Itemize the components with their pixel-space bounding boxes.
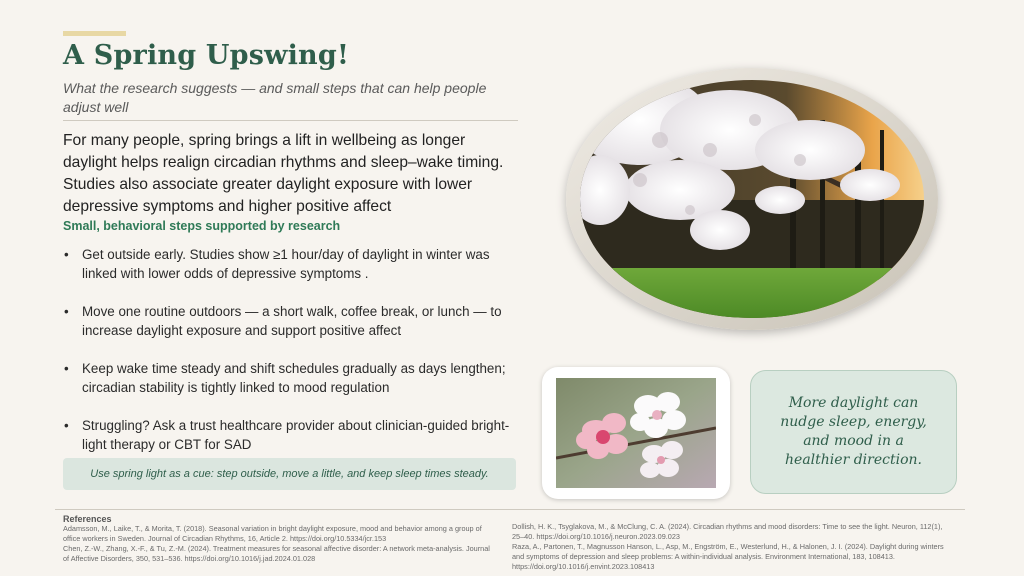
- header-divider: [63, 120, 518, 121]
- step-text: Get outside early. Studies show ≥1 hour/day of daylight in winter was linked with lower odds of depressive symptoms .: [82, 247, 490, 281]
- references-heading: References: [63, 514, 112, 524]
- bullet-icon: •: [64, 361, 69, 376]
- title-accent-bar: [63, 31, 126, 36]
- bullet-icon: •: [64, 247, 69, 262]
- pink-blossom-image: [556, 378, 716, 488]
- step-item: [63, 245, 523, 302]
- references-divider: [55, 509, 965, 510]
- quote-text: More daylight can nudge sleep, energy, and mood in a healthier direction.: [780, 395, 927, 468]
- bullet-icon: •: [64, 304, 69, 319]
- page-title: A Spring Upswing!: [63, 40, 350, 71]
- bullet-icon: •: [64, 418, 69, 433]
- callout-text: Use spring light as a cue: step outside, move a little, and keep sleep times steady.: [90, 468, 489, 480]
- reference-entry: Raza, A., Partonen, T., Magnusson Hanson, L., Asp, M., Engström, E., Westerlund, H., & Halonen, J. I. (2024). Daylight during winters and symptoms of depression and sleep problems: A within-individual analysis. Environment International, 183, 108413. https://doi.org/10.1016/j.envint.2023.108413: [512, 542, 944, 571]
- callout-box: [63, 458, 516, 490]
- cherry-blossom-tree-image: [580, 80, 924, 318]
- step-text: Struggling? Ask a trust healthcare provider about clinician-guided bright-light therapy or CBT for SAD: [82, 418, 510, 452]
- reference-entry: Chen, Z.-W., Zhang, X.-F., & Tu, Z.-M. (2024). Treatment measures for seasonal affective disorder: A network meta-analysis. Journal of Affective Disorders, 350, 531–536. https://doi.org/10.1016/j.jad.2024.01.028: [63, 544, 490, 563]
- step-text: Keep wake time steady and shift schedules gradually as days lengthen; circadian stability is tightly linked to mood regulation: [82, 361, 506, 395]
- steps-list: [63, 245, 523, 473]
- references-left-column: [63, 524, 493, 564]
- step-item: [63, 302, 523, 359]
- page-subtitle: What the research suggests — and small steps that can help people adjust well: [63, 80, 487, 115]
- step-text: Move one routine outdoors — a short walk, coffee break, or lunch — to increase daylight exposure and support positive affect: [82, 304, 502, 338]
- references-right-column: [512, 522, 952, 572]
- blossom-closeup-card: [542, 367, 730, 499]
- intro-paragraph: For many people, spring brings a lift in wellbeing as longer daylight helps realign circadian rhythms and sleep–wake timing. Studies also associate greater daylight exposure with lower depressive symptoms and higher positive affect: [63, 132, 504, 215]
- quote-card: [750, 370, 957, 494]
- pink-blossom-photo: [556, 378, 716, 488]
- reference-entry: Adamsson, M., Laike, T., & Morita, T. (2018). Seasonal variation in bright daylight exposure, mood and behavior among a group of office workers in Sweden. Journal of Circadian Rhythms, 16, Article 2. https://doi.org/10.5334/jcr.153: [63, 524, 482, 543]
- cherry-blossom-tree-photo: [580, 80, 924, 318]
- reference-entry: Dollish, H. K., Tsyglakova, M., & McClung, C. A. (2024). Circadian rhythms and mood disorders: Time to see the light. Neuron, 112(1), 25–40. https://doi.org/10.1016/j.neuron.2023.09.023: [512, 522, 943, 541]
- steps-heading: Small, behavioral steps supported by research: [63, 219, 341, 233]
- step-item: [63, 359, 523, 416]
